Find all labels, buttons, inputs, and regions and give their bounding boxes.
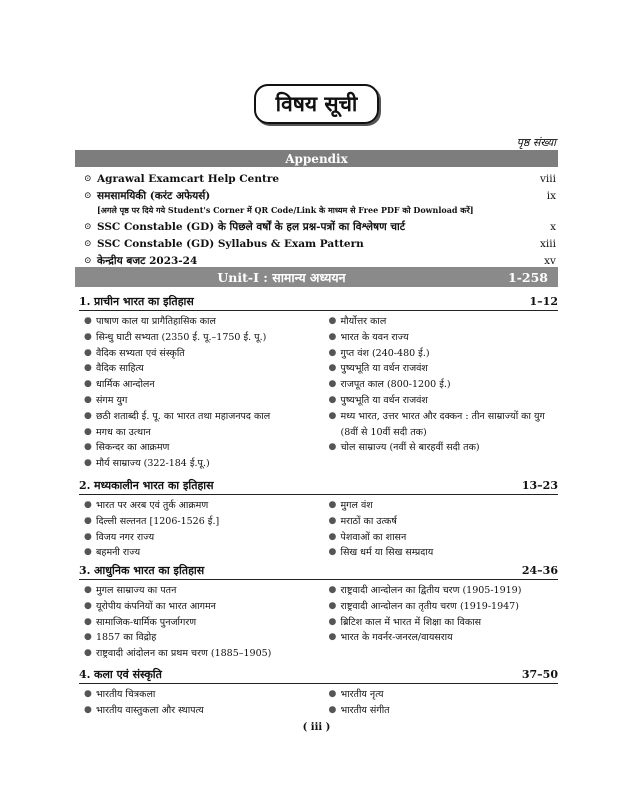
topic-item[interactable]: ● दिल्ली सल्तनत [1206-1526 ई.] — [84, 514, 319, 530]
topic-item[interactable]: ● ब्रिटिश काल में भारत में शिक्षा का विकास — [329, 615, 559, 631]
topic-item[interactable]: ● मौर्य साम्राज्य (322-184 ई.पू.) — [84, 456, 319, 472]
bullet-icon: ● — [328, 531, 337, 542]
unit-title: Unit-I : सामान्य अध्ययन — [217, 269, 346, 285]
bullet-icon: ● — [84, 632, 92, 643]
page-number-column-label: पृष्ठ संख्या — [516, 136, 556, 149]
section-divider — [79, 579, 558, 580]
topic-item[interactable]: ● भारतीय चित्रकला — [84, 687, 319, 703]
topic-column-right — [319, 583, 559, 662]
appendix-item[interactable]: ⊙ केन्द्रीय बजट 2023-24 xv — [84, 254, 556, 267]
topic-column-left — [79, 498, 319, 561]
topic-item[interactable]: ● पेशवाओं का शासन — [329, 530, 559, 546]
unit-header — [75, 267, 558, 287]
bullet-icon: ● — [328, 704, 337, 715]
topic-item[interactable]: ● 1857 का विद्रोह — [84, 630, 319, 646]
topic-item[interactable]: ● भारत के गवर्नर-जनरल/वायसराय — [329, 630, 559, 646]
target-bullet-icon: ⊙ — [84, 221, 92, 232]
bullet-icon: ● — [328, 515, 337, 526]
topic-item[interactable]: ● बहमनी राज्य — [84, 545, 319, 561]
target-bullet-icon: ⊙ — [84, 173, 92, 184]
topic-column-right — [319, 314, 559, 472]
toc-section — [79, 667, 558, 719]
appendix-item[interactable]: ⊙ Agrawal Examcart Help Centre viii — [84, 172, 556, 185]
target-bullet-icon: ⊙ — [84, 238, 92, 249]
bullet-icon: ● — [328, 547, 337, 558]
appendix-list — [84, 170, 558, 269]
bullet-icon: ● — [84, 426, 92, 437]
bullet-icon: ● — [328, 689, 337, 699]
section-heading[interactable]: 1. प्राचीन भारत का इतिहास 1–12 — [79, 295, 558, 308]
topic-item[interactable]: ● वैदिक सभ्यता एवं संस्कृति — [84, 346, 319, 362]
topic-item[interactable]: ● पाषाण काल या प्रागैतिहासिक काल — [84, 314, 319, 330]
bullet-icon: ● — [84, 442, 92, 453]
bullet-icon: ● — [328, 442, 337, 453]
bullet-icon: ● — [328, 410, 337, 421]
bullet-icon: ● — [84, 689, 92, 699]
target-bullet-icon: ⊙ — [84, 190, 92, 201]
section-heading[interactable]: 2. मध्यकालीन भारत का इतिहास 13–23 — [79, 479, 558, 492]
topic-item[interactable]: ● सिकन्दर का आक्रमण — [84, 440, 319, 456]
bullet-icon: ● — [84, 704, 92, 715]
bullet-icon: ● — [84, 410, 92, 421]
bullet-icon: ● — [328, 616, 337, 627]
bullet-icon: ● — [84, 531, 92, 542]
bullet-icon: ● — [84, 616, 92, 627]
page-title: विषय सूची — [254, 84, 380, 124]
topic-item[interactable]: ● राष्ट्रवादी आंदोलन का प्रथम चरण (1885–1905) — [84, 646, 319, 662]
bullet-icon: ● — [84, 394, 92, 405]
topic-item[interactable]: ● भारत पर अरब एवं तुर्क आक्रमण — [84, 498, 319, 514]
bullet-icon: ● — [84, 331, 92, 342]
bullet-icon: ● — [84, 347, 92, 358]
topic-item[interactable]: ● राजपूत काल (800-1200 ई.) — [329, 377, 559, 393]
topic-item[interactable]: ● चोल साम्राज्य (नवीं से बारहवीं सदी तक) — [329, 440, 559, 456]
bullet-icon: ● — [328, 394, 337, 405]
topic-column-right — [319, 498, 559, 561]
topic-item[interactable]: ● मराठों का उत्कर्ष — [329, 514, 559, 530]
toc-section — [79, 294, 558, 472]
bullet-icon: ● — [84, 316, 92, 326]
topic-item[interactable]: ● सिख धर्म या सिख सम्प्रदाय — [329, 545, 559, 561]
bullet-icon: ● — [328, 500, 337, 510]
topic-item[interactable]: ● संगम युग — [84, 393, 319, 409]
section-divider — [79, 310, 558, 311]
topic-item[interactable]: ● पुष्यभूति या वर्धन राजवंश — [329, 361, 559, 377]
topic-item[interactable]: ● भारतीय संगीत — [329, 703, 559, 719]
bullet-icon: ● — [84, 500, 92, 510]
topic-column-right — [319, 687, 559, 719]
topic-item[interactable]: ● सिन्धु घाटी सभ्यता (2350 ई. पू.–1750 ई. पू.) — [84, 330, 319, 346]
appendix-header: Appendix — [75, 150, 558, 167]
bullet-icon: ● — [328, 347, 337, 358]
topic-item[interactable]: ● मौर्योत्तर काल — [329, 314, 559, 330]
topic-item[interactable]: ● धार्मिक आन्दोलन — [84, 377, 319, 393]
bullet-icon: ● — [84, 547, 92, 558]
topic-item[interactable]: ● भारतीय वास्तुकला और स्थापत्य — [84, 703, 319, 719]
bullet-icon: ● — [84, 458, 92, 469]
bullet-icon: ● — [84, 363, 92, 374]
appendix-item[interactable]: ⊙ समसामयिकी (करंट अफेयर्स) ix — [84, 189, 556, 202]
section-heading[interactable]: 3. आधुनिक भारत का इतिहास 24–36 — [79, 564, 558, 577]
bullet-icon: ● — [328, 316, 337, 326]
target-bullet-icon: ⊙ — [84, 255, 92, 266]
bullet-icon: ● — [328, 379, 337, 390]
topic-item[interactable]: ● सामाजिक-धार्मिक पुनर्जागरण — [84, 615, 319, 631]
title-wrap — [0, 84, 633, 124]
appendix-item[interactable]: ⊙ SSC Constable (GD) के पिछले वर्षों के हल प्रश्न-पत्रों का विश्लेषण चार्ट x — [84, 220, 556, 233]
bullet-icon: ● — [84, 585, 92, 595]
topic-column-left — [79, 314, 319, 472]
topic-item[interactable]: ● मुगल वंश — [329, 498, 559, 514]
topic-item[interactable]: ● राष्ट्रवादी आन्दोलन का द्वितीय चरण (1905-1919) — [329, 583, 559, 599]
topic-item[interactable]: ● वैदिक साहित्य — [84, 361, 319, 377]
section-divider — [79, 494, 558, 495]
bullet-icon: ● — [328, 585, 337, 595]
bullet-icon: ● — [84, 600, 92, 611]
bullet-icon: ● — [328, 363, 337, 374]
bullet-icon: ● — [328, 331, 337, 342]
topic-item[interactable]: ● भारतीय नृत्य — [329, 687, 559, 703]
topic-item[interactable]: ● गुप्त वंश (240-480 ई.) — [329, 346, 559, 362]
bullet-icon: ● — [328, 632, 337, 643]
bullet-icon: ● — [328, 600, 337, 611]
topic-column-left — [79, 583, 319, 662]
page-number-footer: ( iii ) — [302, 722, 331, 733]
topic-item[interactable]: ● मगध का उत्थान — [84, 425, 319, 441]
appendix-note: [अगले पृष्ठ पर दिये गये Student's Corner में QR Code/Link के माध्यम से Free PDF को Download करें] — [97, 205, 474, 215]
topic-item[interactable]: ● यूरोपीय कंपनियों का भारत आगमन — [84, 599, 319, 615]
topic-item[interactable]: ● राष्ट्रवादी आन्दोलन का तृतीय चरण (1919-1947) — [329, 599, 559, 615]
toc-section — [79, 478, 558, 561]
topic-item[interactable]: ● पुष्यभूति या वर्धन राजवंश — [329, 393, 559, 409]
topic-item[interactable]: ● मुगल साम्राज्य का पतन — [84, 583, 319, 599]
unit-range: 1-258 — [508, 269, 548, 285]
appendix-item[interactable]: ⊙ SSC Constable (GD) Syllabus & Exam Pattern xiii — [84, 237, 556, 250]
topic-item[interactable]: ● मध्य भारत, उत्तर भारत और दक्कन : तीन साम्राज्यों का युग (8वीं से 10वीं सदी तक) — [328, 410, 545, 438]
topic-column-left — [79, 687, 319, 719]
bullet-icon: ● — [84, 515, 92, 526]
section-divider — [79, 683, 558, 684]
bullet-icon: ● — [84, 648, 92, 659]
bullet-icon: ● — [84, 379, 92, 390]
topic-item[interactable]: ● विजय नगर राज्य — [84, 530, 319, 546]
toc-section — [79, 563, 558, 662]
topic-item[interactable]: ● भारत के यवन राज्य — [329, 330, 559, 346]
topic-item[interactable]: ● छठी शताब्दी ई. पू. का भारत तथा महाजनपद काल — [84, 409, 319, 425]
section-heading[interactable]: 4. कला एवं संस्कृति 37–50 — [79, 668, 558, 681]
